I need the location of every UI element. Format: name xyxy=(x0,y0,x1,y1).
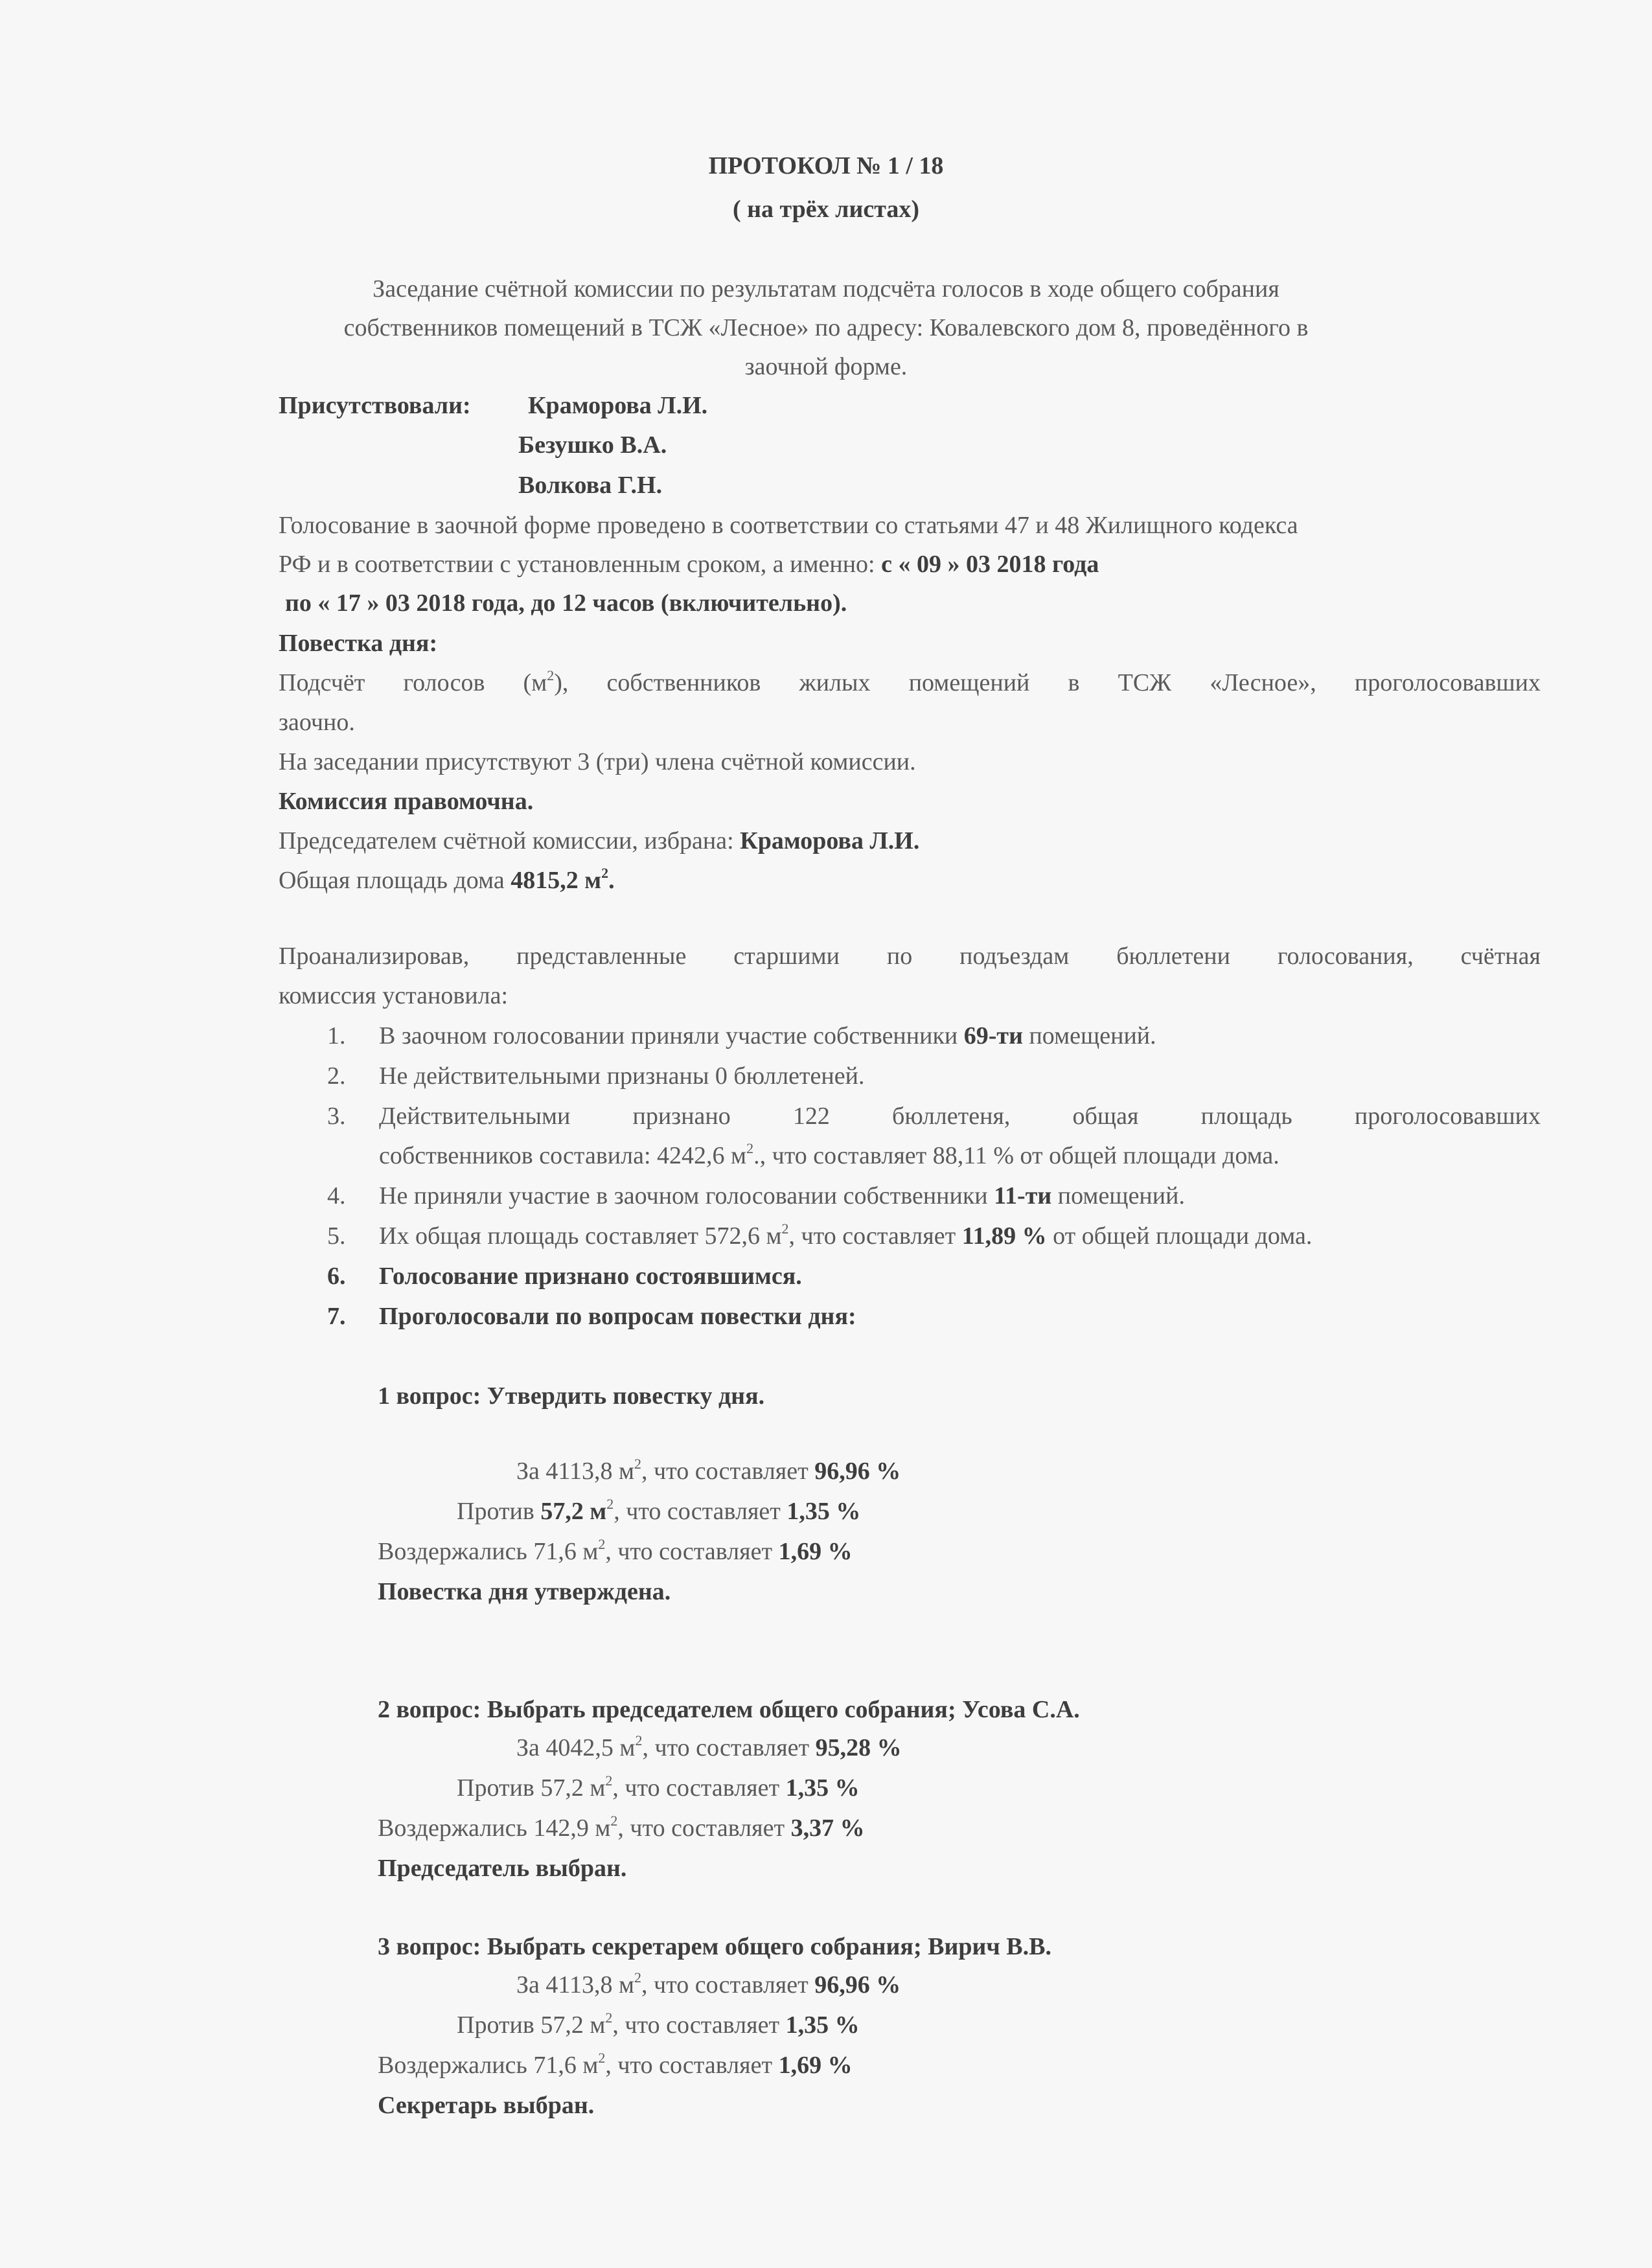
finding-4-text: Не приняли участие в заочном голосовании собственники xyxy=(379,1182,988,1209)
present-name-2: Безушко В.А. xyxy=(518,431,667,459)
q3-against-text: , что составляет xyxy=(612,2011,780,2039)
q1-against xyxy=(457,1491,860,1531)
q3-abstain xyxy=(378,2045,853,2085)
chair-line xyxy=(279,821,919,861)
q1-against-sup: 2 xyxy=(606,1496,614,1512)
voting-line-2 xyxy=(279,544,1099,584)
finding-4-count: 11-ти xyxy=(994,1182,1052,1209)
q3-against-area: Против 57,2 м xyxy=(457,2011,606,2039)
q1-against-percent: 1,35 % xyxy=(786,1498,861,1525)
intro-line-2: собственников помещений в ТСЖ «Лесное» по адресу: Ковалевского дом 8, проведённого в xyxy=(343,314,1309,341)
finding-5-sup: 2 xyxy=(781,1220,789,1237)
finding-7-text: Проголосовали по вопросам повестки дня: xyxy=(379,1303,856,1330)
chair-label: Председателем счётной комиссии, избрана: xyxy=(279,827,734,854)
q1-abstain-text: , что составляет xyxy=(605,1538,773,1565)
q2-against-percent: 1,35 % xyxy=(785,1774,860,1802)
finding-3 xyxy=(327,1096,1541,1136)
intro-line-3: заочной форме. xyxy=(744,353,908,380)
intro-line-1: Заседание счётной комиссии по результатам подсчёта голосов в ходе общего собрания xyxy=(373,275,1279,303)
finding-1-count: 69-ти xyxy=(963,1022,1023,1049)
total-area-dot: . xyxy=(608,867,615,894)
q2-against-area: Против 57,2 м xyxy=(457,1774,606,1802)
q3-for-area: За 4113,8 м xyxy=(516,1971,635,1999)
agenda-label: Повестка дня: xyxy=(279,630,438,657)
chair-name: Краморова Л.И. xyxy=(740,827,920,854)
q2-for-sup: 2 xyxy=(635,1732,643,1748)
finding-6-text: Голосование признано состоявшимся. xyxy=(379,1263,802,1290)
q1-for-sup: 2 xyxy=(634,1456,642,1472)
q3-abstain-sup: 2 xyxy=(598,2050,606,2066)
q2-title: 2 вопрос: Выбрать председателем общего собрания; Усова С.А. xyxy=(378,1696,1080,1723)
finding-6 xyxy=(327,1256,802,1296)
q3-against xyxy=(457,2005,860,2045)
finding-3-num: 3. xyxy=(327,1103,346,1130)
q2-result: Председатель выбран. xyxy=(378,1855,627,1882)
q3-abstain-percent: 1,69 % xyxy=(778,2052,853,2079)
protocol-title: ПРОТОКОЛ № 1 / 18 xyxy=(708,152,944,179)
voting-line-2-text: РФ и в соответствии с установленным сроком, а именно: xyxy=(279,551,875,578)
agenda-line-1-b: ), собственников жилых помещений в ТСЖ «Лесное», проголосовавших xyxy=(554,669,1541,696)
finding-5-area: Их общая площадь составляет 572,6 м xyxy=(379,1222,782,1250)
finding-3-area: собственников составила: 4242,6 м xyxy=(379,1142,747,1169)
present-label: Присутствовали: xyxy=(279,392,471,419)
finding-5-percent: 11,89 % xyxy=(961,1222,1047,1250)
voting-line-1: Голосование в заочной форме проведено в соответствии со статьями 47 и 48 Жилищного кодекса xyxy=(279,512,1298,539)
present-name-3: Волкова Г.Н. xyxy=(518,472,663,499)
q3-for xyxy=(516,1965,901,2005)
agenda-line-3: На заседании присутствуют 3 (три) члена счётной комиссии. xyxy=(279,748,916,775)
agenda-line-1 xyxy=(279,663,1541,703)
q1-abstain-sup: 2 xyxy=(598,1536,606,1552)
finding-5-num: 5. xyxy=(327,1222,346,1250)
finding-1-tail: помещений. xyxy=(1029,1022,1156,1049)
finding-4 xyxy=(327,1176,1185,1216)
finding-4-num: 4. xyxy=(327,1182,346,1209)
q2-abstain-sup: 2 xyxy=(610,1813,618,1829)
q2-for-text: , что составляет xyxy=(642,1734,810,1761)
q2-abstain-text: , что составляет xyxy=(617,1815,785,1842)
finding-5-tail: от общей площади дома. xyxy=(1053,1222,1313,1250)
q2-abstain-area: Воздержались 142,9 м xyxy=(378,1815,611,1842)
finding-2-text: Не действительными признаны 0 бюллетеней. xyxy=(379,1062,865,1090)
finding-2 xyxy=(327,1056,864,1096)
q1-against-label: Против xyxy=(457,1498,534,1525)
total-area-label: Общая площадь дома xyxy=(279,867,505,894)
q3-abstain-area: Воздержались 71,6 м xyxy=(378,2052,599,2079)
agenda-line-2: заочно. xyxy=(279,709,355,736)
q1-for-percent: 96,96 % xyxy=(814,1458,901,1485)
finding-2-num: 2. xyxy=(327,1062,346,1090)
total-area-line xyxy=(279,860,615,900)
q3-for-percent: 96,96 % xyxy=(814,1971,901,1999)
quorum-statement: Комиссия правомочна. xyxy=(279,788,534,815)
q3-for-text: , что составляет xyxy=(641,1971,809,1999)
q3-result: Секретарь выбран. xyxy=(378,2092,595,2119)
q1-against-area: 57,2 м xyxy=(540,1498,607,1525)
q2-against-text: , что составляет xyxy=(612,1774,780,1802)
q2-for-area: За 4042,5 м xyxy=(516,1734,636,1761)
q2-abstain-percent: 3,37 % xyxy=(790,1815,865,1842)
q2-for xyxy=(516,1728,902,1768)
q2-for-percent: 95,28 % xyxy=(815,1734,902,1761)
present-name-1: Краморова Л.И. xyxy=(528,392,708,419)
q1-for-area: За 4113,8 м xyxy=(516,1458,635,1485)
q1-abstain xyxy=(378,1531,853,1572)
total-area-value: 4815,2 м xyxy=(511,867,602,894)
finding-4-tail: помещений. xyxy=(1057,1182,1185,1209)
finding-1 xyxy=(327,1016,1156,1056)
protocol-subtitle: ( на трёх листах) xyxy=(732,196,920,223)
finding-7-num: 7. xyxy=(327,1303,346,1330)
finding-6-num: 6. xyxy=(327,1263,346,1290)
finding-3-percent: ., что составляет 88,11 % от общей площади дома. xyxy=(753,1142,1279,1169)
analysis-line-1: Проанализировав, представленные старшими по подъездам бюллетени голосования, счётная xyxy=(279,943,1541,970)
q1-result: Повестка дня утверждена. xyxy=(378,1578,671,1605)
finding-5 xyxy=(327,1216,1312,1256)
q3-against-sup: 2 xyxy=(605,2010,613,2026)
q2-abstain xyxy=(378,1808,865,1848)
total-area-sup: 2 xyxy=(601,865,609,881)
q3-against-percent: 1,35 % xyxy=(785,2011,860,2039)
q2-against-sup: 2 xyxy=(605,1772,613,1789)
finding-1-num: 1. xyxy=(327,1022,346,1049)
finding-5-text: , что составляет xyxy=(788,1222,956,1250)
analysis-line-2: комиссия установила: xyxy=(279,982,509,1009)
q2-against xyxy=(457,1768,860,1808)
q3-title: 3 вопрос: Выбрать секретарем общего собрания; Вирич В.В. xyxy=(378,1933,1051,1960)
agenda-line-1-a: Подсчёт голосов (м xyxy=(279,669,547,696)
agenda-sup: 2 xyxy=(547,667,555,683)
finding-1-text: В заочном голосовании приняли участие собственники xyxy=(379,1022,958,1049)
q1-title: 1 вопрос: Утвердить повестку дня. xyxy=(378,1382,765,1410)
voting-end-date: по « 17 » 03 2018 года, до 12 часов (включительно). xyxy=(285,590,847,617)
q3-abstain-text: , что составляет xyxy=(605,2052,773,2079)
finding-3-line-2 xyxy=(379,1136,1279,1176)
q1-abstain-percent: 1,69 % xyxy=(778,1538,853,1565)
finding-3-sup: 2 xyxy=(746,1140,754,1156)
q1-against-text: , что составляет xyxy=(614,1498,781,1525)
voting-start-date: с « 09 » 03 2018 года xyxy=(881,551,1099,578)
q1-for xyxy=(516,1451,901,1491)
finding-3-line-1: Действительными признано 122 бюллетеня, общая площадь проголосовавших xyxy=(379,1103,1541,1130)
q3-for-sup: 2 xyxy=(634,1969,642,1986)
q1-for-text: , что составляет xyxy=(641,1458,809,1485)
q1-abstain-area: Воздержались 71,6 м xyxy=(378,1538,599,1565)
finding-7 xyxy=(327,1296,856,1336)
